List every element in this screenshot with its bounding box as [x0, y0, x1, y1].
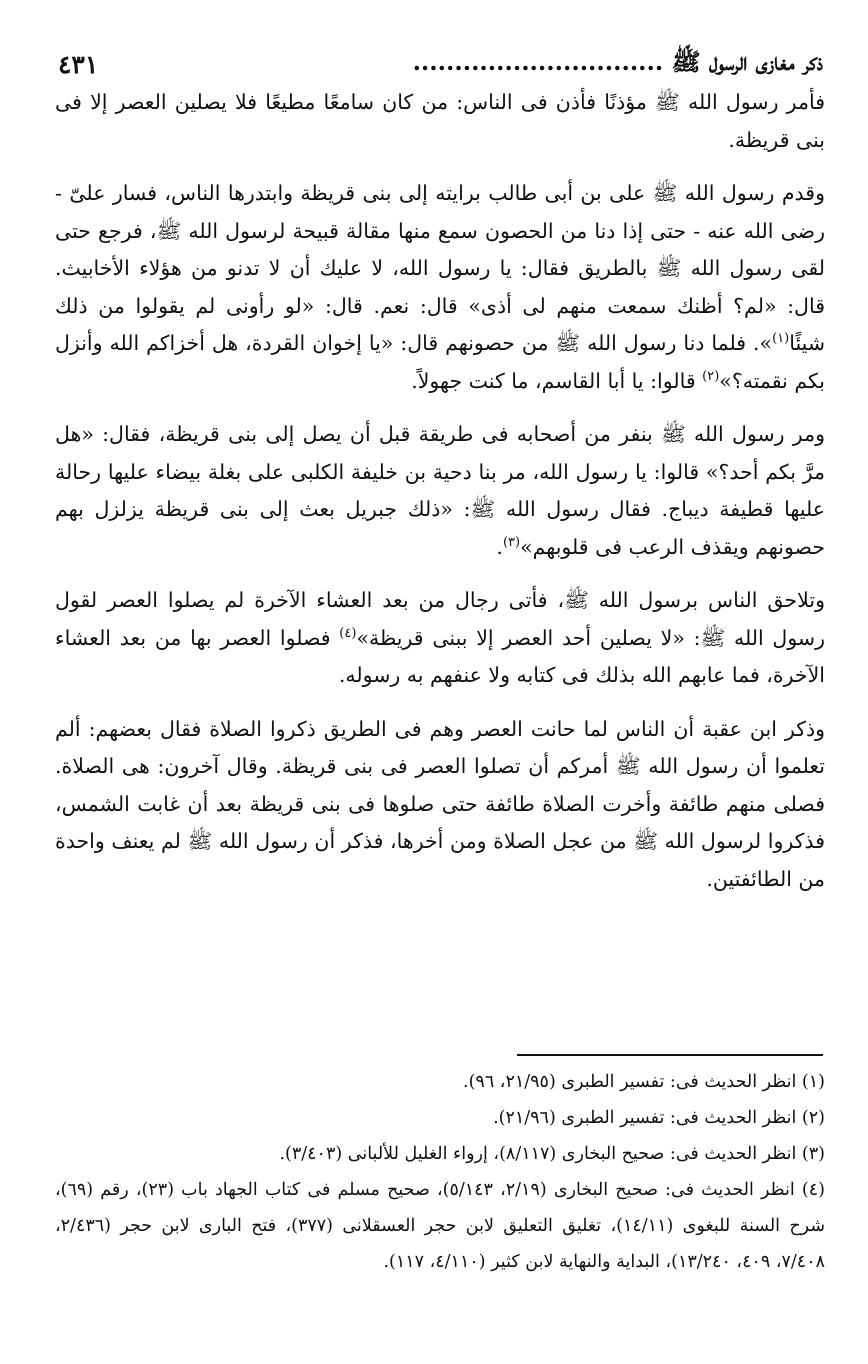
paragraph-4 [55, 582, 825, 695]
footnote-divider [517, 1054, 823, 1056]
footnote-4: (٤) انظر الحديث فى: صحيح البخارى (٢/١٩، ٥/١٤٣)، صحيح مسلم فى كتاب الجهاد باب (٢٣)، رقم (٦٩)، شرح السنة للبغوى (١٤/١١)، تغليق التعليق لابن حجر العسقلانى (٣٧٧)، فتح البارى لابن حجر (٢/٤٣٦، ٧/٤٠٨، ٤٠٩، ١٣/٢٤٠)، البداية والنهاية لابن كثير (٤/١١٠، ١١٧). [55, 1180, 825, 1272]
footnote-3: (٣) انظر الحديث فى: صحيح البخارى (٨/١١٧)، إرواء الغليل للألبانى (٣/٤٠٣). [279, 1144, 825, 1164]
footnote-ref-2: (٢) [702, 368, 720, 384]
paragraph-4-text-b: فصلوا العصر بها من بعد العشاء الآخرة، فما عابهم الله بذلك فى كتابه ولا عنفهم به رسوله. [55, 625, 825, 687]
paragraph-3-text-a: ومر رسول الله ﷺ بنفر من أصحابه فى طريقة قبل أن يصل إلى بنى قريظة، فقال: «هل مرَّ بكم أحد؟» قالوا: يا رسول الله، مر بنا دحية بن خليفة الكلبى على بغلة بيضاء عليها رحالة عليها قطيفة ديباج. فقال رسول الله ﷺ: «ذلك جبريل بعث إلى بنى قريظة يزلزل بهم حصونهم ويقذف الرعب فى قلوبهم» [55, 422, 825, 559]
paragraph-3 [55, 416, 825, 566]
paragraph-5: وذكر ابن عقبة أن الناس لما حانت العصر وهم فى الطريق ذكروا الصلاة فقال بعضهم: ألم تعلموا أن رسول الله ﷺ أمركم أن تصلوا العصر فى بنى قريظة. وقال آخرون: هى الصلاة. فصلى منهم طائفة وأخرت الصلاة طائفة حتى صلوها فى بنى قريظة بعد أن غابت الشمس، فذكروا لرسول الله ﷺ من عجل الصلاة ومن أخرها، فذكر أن رسول الله ﷺ لم يعنف واحدة من الطائفتين. [55, 716, 825, 891]
page-number: ٤٣١ [58, 49, 99, 79]
paragraph-2-text-c: قالوا: يا أبا القاسم، ما كنت جهولاً. [411, 368, 703, 393]
paragraph-3-text-b: . [496, 534, 503, 559]
paragraph-1: فأمر رسول الله ﷺ مؤذنًا فأذن فى الناس: من كان سامعًا مطيعًا فلا يصلين العصر إلا فى بنى قريظة. [55, 90, 825, 152]
footnote-ref-1: (١) [772, 331, 790, 347]
paragraph-4-text-a: وتلاحق الناس برسول الله ﷺ، فأتى رجال من بعد العشاء الآخرة لم يصلوا العصر لقول رسول الله ﷺ: «لا يصلين أحد العصر إلا ببنى قريظة» [55, 588, 825, 650]
footnote-ref-4: (٤) [339, 625, 357, 641]
paragraph-2-text-a: وقدم رسول الله ﷺ على بن أبى طالب برايته إلى بنى قريظة وابتدرها الناس، فسار علىّ - رضى الله عنه - حتى إذا دنا من الحصون سمع منها مقالة قبيحة لرسول الله ﷺ، فرجع حتى لقى رسول الله ﷺ بالطريق فقال: يا رسول الله، لا عليك أن لا تدنو من هؤلاء الأخابيث. قال: «لم؟ أظنك سمعت منهم لى أذى» قال: نعم. قال: «لو رأونى لم يقولوا من ذلك شيئًا [55, 181, 825, 355]
paragraph-2 [55, 175, 825, 400]
paragraph-2-text-b: ». فلما دنا رسول الله ﷺ من حصونهم قال: «يا إخوان القردة، هل أخزاكم الله وأنزل بكم نقمته؟» [55, 331, 825, 393]
footnotes [55, 1064, 825, 1280]
page-header [58, 44, 823, 84]
footnote-2: (٢) انظر الحديث فى: تفسير الطبرى (٢١/٩٦). [493, 1108, 825, 1128]
running-title: ذكر مغازى الرسول ﷺ .............................. [412, 46, 823, 76]
footnote-1: (١) انظر الحديث فى: تفسير الطبرى (٢١/٩٥، ٩٦). [463, 1072, 825, 1092]
footnote-ref-3: (٣) [502, 534, 521, 550]
main-text [55, 84, 825, 914]
